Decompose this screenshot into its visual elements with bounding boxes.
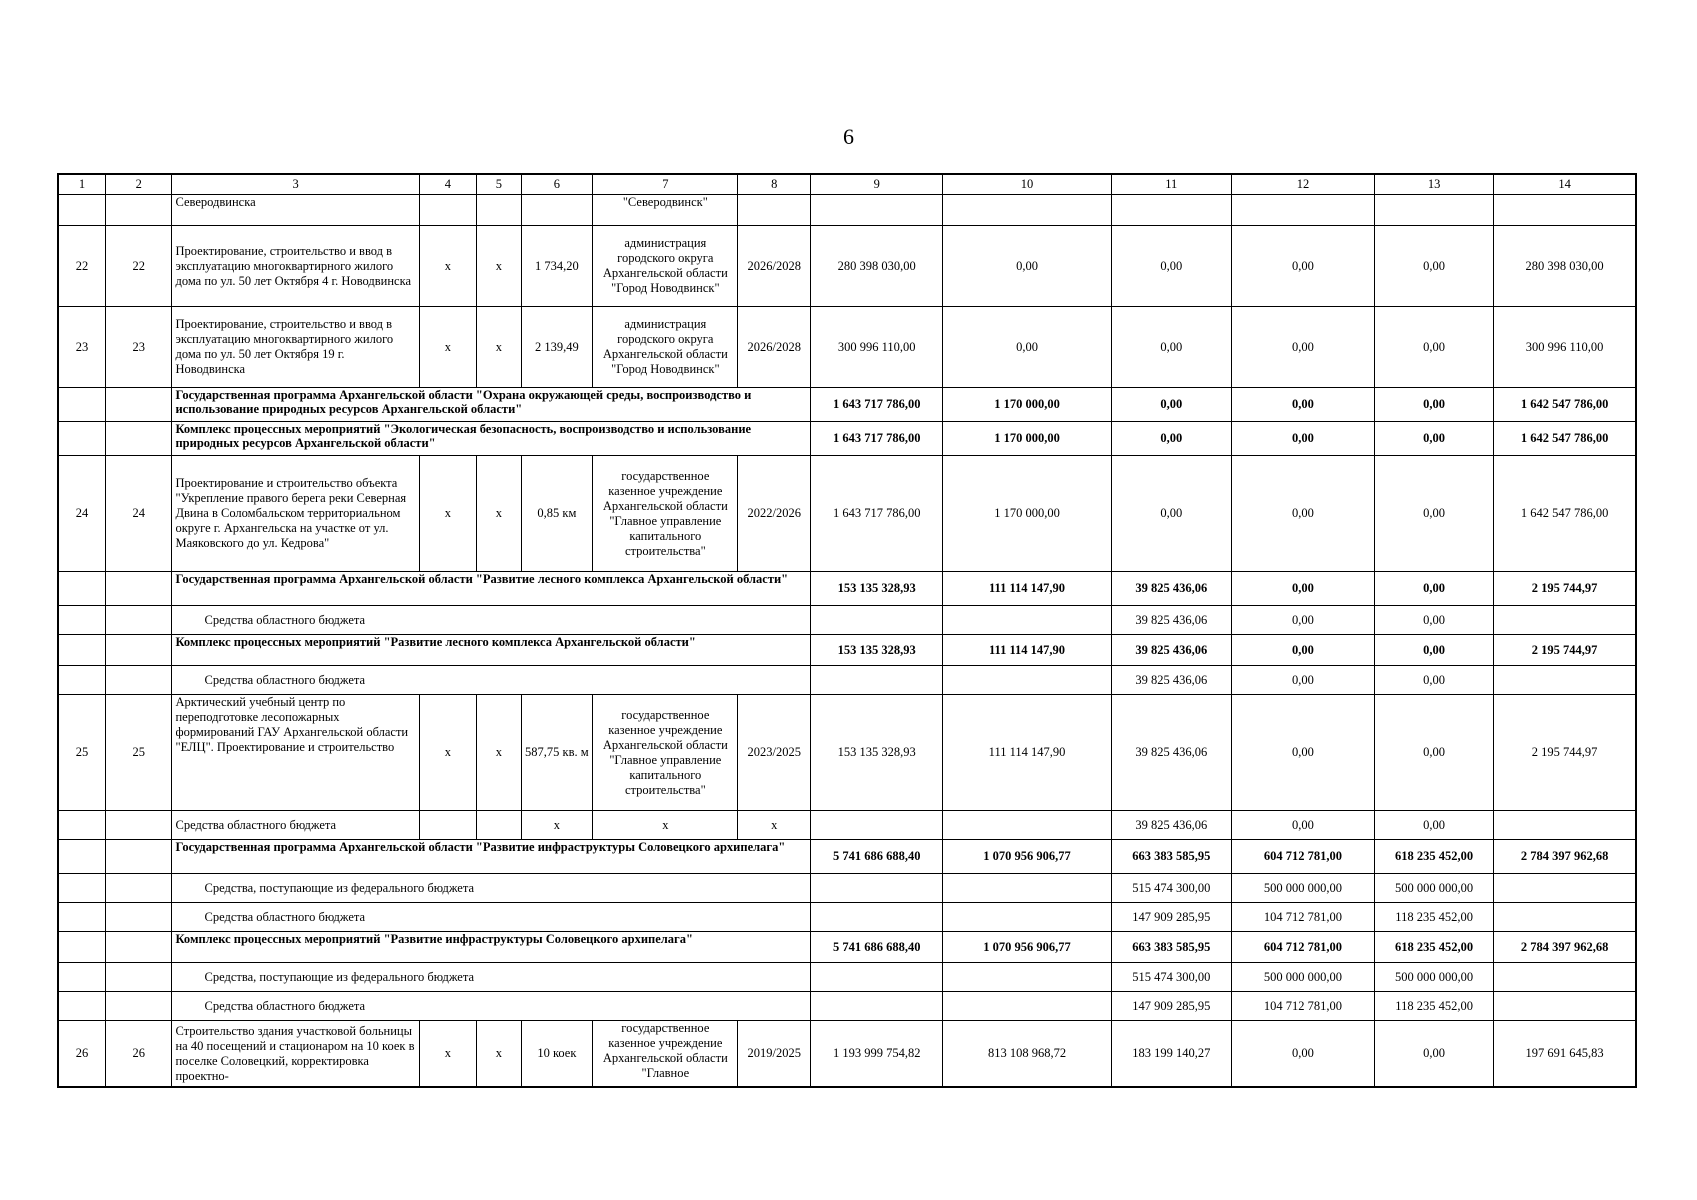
row-number: 26 bbox=[105, 1021, 172, 1088]
funding-source-row: Средства, поступающие из федерального бюджета 515 474 300,00 500 000 000,00 500 000 000,00 bbox=[58, 874, 1636, 903]
complex-total-row: Комплекс процессных мероприятий "Экологическая безопасность, воспроизводство и использование природных ресурсов Архангельской области" 1 643 717 786,00 1 170 000,00 0,00 0,00 0,00 1 642 547 786,00 bbox=[58, 422, 1636, 456]
complex-title: Комплекс процессных мероприятий "Экологическая безопасность, воспроизводство и использование природных ресурсов Архангельской области" bbox=[172, 422, 811, 456]
col-header: 14 bbox=[1494, 174, 1636, 195]
row-number: 23 bbox=[58, 307, 105, 388]
investment-table bbox=[57, 173, 1637, 1088]
funding-source-label: Средства, поступающие из федерального бюджета bbox=[172, 963, 811, 992]
funding-source-row: Средства областного бюджета 39 825 436,06 0,00 0,00 bbox=[58, 666, 1636, 695]
object-name-cell: Арктический учебный центр по переподготовке лесопожарных формирований ГАУ Архангельской области "ЕЛЦ". Проектирование и строительство bbox=[172, 695, 419, 811]
customer-cell: администрация городского округа Архангельской области "Город Новодвинск" bbox=[593, 226, 738, 307]
object-name-cell: Северодвинска bbox=[172, 195, 419, 226]
page-number: 6 bbox=[843, 124, 854, 149]
funding-source-label: Средства областного бюджета bbox=[172, 606, 811, 635]
program-total-row: Государственная программа Архангельской области "Развитие инфраструктуры Соловецкого архипелага" 5 741 686 688,40 1 070 956 906,77 663 383 585,95 604 712 781,00 618 235 452,00 2 784 397 962,68 bbox=[58, 840, 1636, 874]
col-header: 4 bbox=[419, 174, 477, 195]
program-title: Государственная программа Архангельской области "Охрана окружающей среды, воспроизводство и использование природных ресурсов Архангельской области" bbox=[172, 388, 811, 422]
table-row bbox=[58, 195, 1636, 226]
object-name-cell: Проектирование, строительство и ввод в эксплуатацию многоквартирного жилого дома по ул. 50 лет Октября 4 г. Новодвинска bbox=[172, 226, 419, 307]
col-header: 2 bbox=[105, 174, 172, 195]
col-header: 11 bbox=[1111, 174, 1231, 195]
funding-source-label: Средства областного бюджета bbox=[172, 903, 811, 932]
funding-source-label: Средства областного бюджета bbox=[172, 811, 419, 840]
object-name-cell: Строительство здания участковой больницы на 40 посещений и стационаром на 10 коек в поселке Соловецкий, корректировка проектно- bbox=[172, 1021, 419, 1088]
complex-title: Комплекс процессных мероприятий "Развитие лесного комплекса Архангельской области" bbox=[172, 635, 811, 666]
row-number: 22 bbox=[58, 226, 105, 307]
funding-source-label: Средства областного бюджета bbox=[172, 666, 811, 695]
col-header: 1 bbox=[58, 174, 105, 195]
complex-total-row: Комплекс процессных мероприятий "Развитие инфраструктуры Соловецкого архипелага" 5 741 686 688,40 1 070 956 906,77 663 383 585,95 604 712 781,00 618 235 452,00 2 784 397 962,68 bbox=[58, 932, 1636, 963]
row-number: 26 bbox=[58, 1021, 105, 1088]
row-number: 25 bbox=[58, 695, 105, 811]
table-row: 23 23 Проектирование, строительство и ввод в эксплуатацию многоквартирного жилого дома по ул. 50 лет Октября 19 г. Новодвинска х х 2 139,49 администрация городского округа Архангельской области "Город Новодвинск" 2026/2028 300 996 110,00 0,00 0,00 0,00 0,00 300 996 110,00 bbox=[58, 307, 1636, 388]
col-header: 6 bbox=[521, 174, 593, 195]
program-title: Государственная программа Архангельской области "Развитие лесного комплекса Архангельской области" bbox=[172, 572, 811, 606]
customer-cell: "Северодвинск" bbox=[593, 195, 738, 226]
customer-cell: администрация городского округа Архангельской области "Город Новодвинск" bbox=[593, 307, 738, 388]
customer-cell: государственное казенное учреждение Архангельской области "Главное bbox=[593, 1021, 738, 1088]
customer-cell: государственное казенное учреждение Архангельской области "Главное управление капитального строительства" bbox=[593, 456, 738, 572]
object-name-cell: Проектирование, строительство и ввод в эксплуатацию многоквартирного жилого дома по ул. 50 лет Октября 19 г. Новодвинска bbox=[172, 307, 419, 388]
row-number: 24 bbox=[105, 456, 172, 572]
program-total-row: Государственная программа Архангельской области "Развитие лесного комплекса Архангельской области" 153 135 328,93 111 114 147,90 39 825 436,06 0,00 0,00 2 195 744,97 bbox=[58, 572, 1636, 606]
col-header: 8 bbox=[738, 174, 811, 195]
row-number: 25 bbox=[105, 695, 172, 811]
funding-source-row: Средства областного бюджета 147 909 285,95 104 712 781,00 118 235 452,00 bbox=[58, 992, 1636, 1021]
program-total-row: Государственная программа Архангельской области "Охрана окружающей среды, воспроизводство и использование природных ресурсов Архангельской области" 1 643 717 786,00 1 170 000,00 0,00 0,00 0,00 1 642 547 786,00 bbox=[58, 388, 1636, 422]
table-row: 25 25 Арктический учебный центр по переподготовке лесопожарных формирований ГАУ Архангельской области "ЕЛЦ". Проектирование и строительство х х 587,75 кв. м государственное казенное учреждение Архангельской области "Главное управление капитального строительства" 2023/2025 153 135 328,93 111 114 147,90 39 825 436,06 0,00 0,00 2 195 744,97 bbox=[58, 695, 1636, 811]
col-header: 3 bbox=[172, 174, 419, 195]
table-row: 22 22 Проектирование, строительство и ввод в эксплуатацию многоквартирного жилого дома по ул. 50 лет Октября 4 г. Новодвинска х х 1 734,20 администрация городского округа Архангельской области "Город Новодвинск" 2026/2028 280 398 030,00 0,00 0,00 0,00 0,00 280 398 030,00 bbox=[58, 226, 1636, 307]
row-number: 23 bbox=[105, 307, 172, 388]
col-header: 9 bbox=[811, 174, 943, 195]
table-row: 24 24 Проектирование и строительство объекта "Укрепление правого берега реки Северная Двина в Соломбальском территориальном округе г. Архангельска на участке от ул. Маяковского до ул. Кедрова" х х 0,85 км государственное казенное учреждение Архангельской области "Главное управление капитального строительства" 2022/2026 1 643 717 786,00 1 170 000,00 0,00 0,00 0,00 1 642 547 786,00 bbox=[58, 456, 1636, 572]
program-title: Государственная программа Архангельской области "Развитие инфраструктуры Соловецкого архипелага" bbox=[172, 840, 811, 874]
col-header: 5 bbox=[477, 174, 521, 195]
col-header: 7 bbox=[593, 174, 738, 195]
col-header: 13 bbox=[1375, 174, 1494, 195]
funding-source-label: Средства областного бюджета bbox=[172, 992, 811, 1021]
column-number-row bbox=[58, 174, 1636, 195]
funding-source-label: Средства, поступающие из федерального бюджета bbox=[172, 874, 811, 903]
row-number: 22 bbox=[105, 226, 172, 307]
table-row: 26 26 Строительство здания участковой больницы на 40 посещений и стационаром на 10 коек в поселке Соловецкий, корректировка проектно- х х 10 коек государственное казенное учреждение Архангельской области "Главное 2019/2025 1 193 999 754,82 813 108 968,72 183 199 140,27 0,00 0,00 197 691 645,83 bbox=[58, 1021, 1636, 1088]
row-number: 24 bbox=[58, 456, 105, 572]
complex-total-row: Комплекс процессных мероприятий "Развитие лесного комплекса Архангельской области" 153 135 328,93 111 114 147,90 39 825 436,06 0,00 0,00 2 195 744,97 bbox=[58, 635, 1636, 666]
funding-source-row: Средства областного бюджета х х х 39 825 436,06 0,00 0,00 bbox=[58, 811, 1636, 840]
col-header: 12 bbox=[1231, 174, 1374, 195]
col-header: 10 bbox=[943, 174, 1111, 195]
funding-source-row: Средства областного бюджета 147 909 285,95 104 712 781,00 118 235 452,00 bbox=[58, 903, 1636, 932]
customer-cell: государственное казенное учреждение Архангельской области "Главное управление капитального строительства" bbox=[593, 695, 738, 811]
funding-source-row: Средства, поступающие из федерального бюджета 515 474 300,00 500 000 000,00 500 000 000,00 bbox=[58, 963, 1636, 992]
funding-source-row: Средства областного бюджета 39 825 436,06 0,00 0,00 bbox=[58, 606, 1636, 635]
complex-title: Комплекс процессных мероприятий "Развитие инфраструктуры Соловецкого архипелага" bbox=[172, 932, 811, 963]
object-name-cell: Проектирование и строительство объекта "Укрепление правого берега реки Северная Двина в Соломбальском территориальном округе г. Архангельска на участке от ул. Маяковского до ул. Кедрова" bbox=[172, 456, 419, 572]
